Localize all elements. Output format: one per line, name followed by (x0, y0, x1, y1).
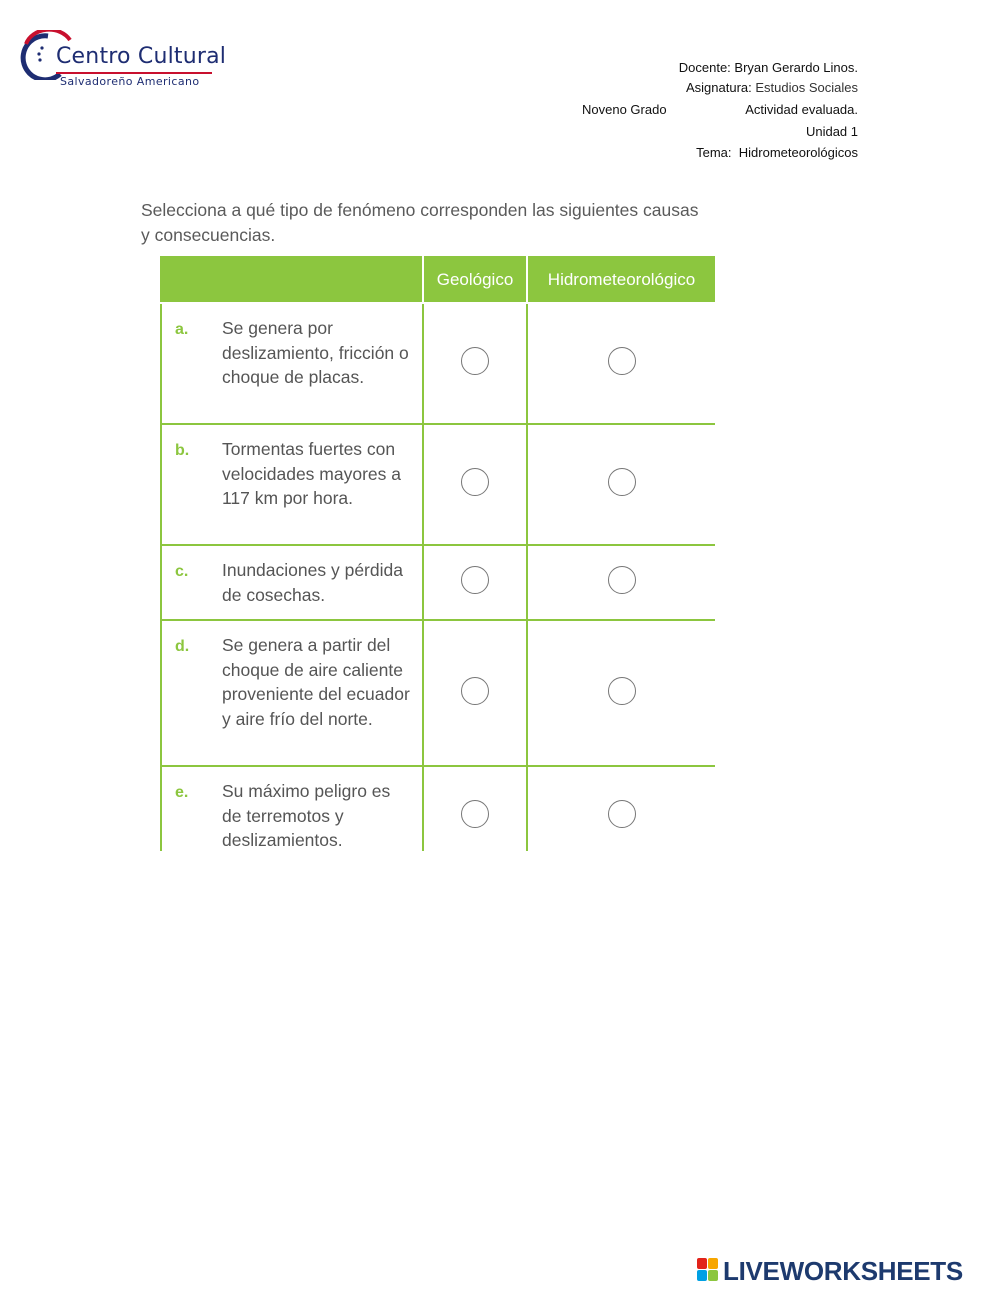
radio-geologico-c[interactable] (461, 566, 489, 594)
row-text: Se genera a partir del choque de aire caliente proveniente del ecuador y aire frío del norte. (222, 635, 410, 729)
subject-name: Estudios Sociales (755, 80, 858, 95)
liveworksheets-logo-icon (697, 1258, 719, 1282)
activity-label: Actividad evaluada. (745, 102, 858, 117)
subject-label: Asignatura: (685, 80, 752, 95)
radio-hidrometeorologico-e[interactable] (608, 800, 636, 828)
radio-geologico-d[interactable] (461, 677, 489, 705)
option-cell-geologico (423, 766, 527, 851)
subject-line (686, 80, 858, 95)
table-row (161, 620, 715, 766)
row-text: Tormentas fuertes con velocidades mayores a 117 km por hora. (222, 439, 401, 509)
teacher-line (679, 60, 858, 75)
row-letter: a. (175, 321, 189, 338)
logo-title: Centro Cultural (56, 44, 227, 69)
option-cell-geologico (423, 424, 527, 545)
row-letter: d. (175, 638, 190, 656)
row-letter: b. (175, 442, 190, 459)
classification-table (160, 256, 715, 851)
row-letter: e. (175, 784, 189, 802)
row-description (161, 545, 423, 620)
instruction-text: Selecciona a qué tipo de fenómeno corresponden las siguientes causas y consecuencias. (141, 200, 699, 245)
topic-value: Hidrometeorológicos (738, 145, 858, 160)
option-cell-hidrometeorologico (527, 620, 715, 766)
radio-geologico-a[interactable] (461, 347, 489, 375)
row-text: Su máximo peligro es de terremotos y deslizamientos. (222, 781, 391, 851)
table-row (161, 424, 715, 545)
liveworksheets-brand (697, 1256, 997, 1286)
school-logo (18, 30, 227, 92)
worksheet-table-container (160, 256, 715, 851)
option-cell-hidrometeorologico (527, 303, 715, 424)
row-description (161, 424, 423, 545)
teacher-name: Bryan Gerardo Linos. (734, 60, 858, 75)
row-letter: c. (175, 563, 189, 580)
row-text: Inundaciones y pérdida de cosechas. (222, 560, 403, 605)
row-description (161, 303, 423, 424)
topic-label: Tema: (696, 145, 732, 160)
header-cell-hidrometeorologico: Hidrometeorológico (527, 257, 715, 303)
header-cell-blank (161, 257, 423, 303)
table-row (161, 766, 715, 851)
option-cell-geologico (423, 545, 527, 620)
row-text: Se genera por deslizamiento, fricción o choque de placas. (222, 318, 409, 388)
table-row (161, 545, 715, 620)
row-description (161, 766, 423, 851)
radio-geologico-e[interactable] (461, 800, 489, 828)
row-description (161, 620, 423, 766)
radio-geologico-b[interactable] (461, 468, 489, 496)
grade-label: Noveno Grado (582, 102, 667, 117)
option-cell-geologico (423, 303, 527, 424)
topic-line (696, 145, 858, 160)
radio-hidrometeorologico-b[interactable] (608, 468, 636, 496)
option-cell-geologico (423, 620, 527, 766)
radio-hidrometeorologico-a[interactable] (608, 347, 636, 375)
brand-text: LIVEWORKSHEETS (723, 1256, 963, 1286)
table-row (161, 303, 715, 424)
radio-hidrometeorologico-c[interactable] (608, 566, 636, 594)
option-cell-hidrometeorologico (527, 766, 715, 851)
teacher-label: Docente: (678, 60, 731, 75)
logo-subtitle: Salvadoreño Americano (60, 75, 200, 88)
option-cell-hidrometeorologico (527, 424, 715, 545)
table-header-row (161, 257, 715, 303)
option-cell-hidrometeorologico (527, 545, 715, 620)
logo-divider (56, 72, 212, 74)
header-cell-geologico: Geológico (423, 257, 527, 303)
radio-hidrometeorologico-d[interactable] (608, 677, 636, 705)
unit-label: Unidad 1 (805, 124, 858, 139)
